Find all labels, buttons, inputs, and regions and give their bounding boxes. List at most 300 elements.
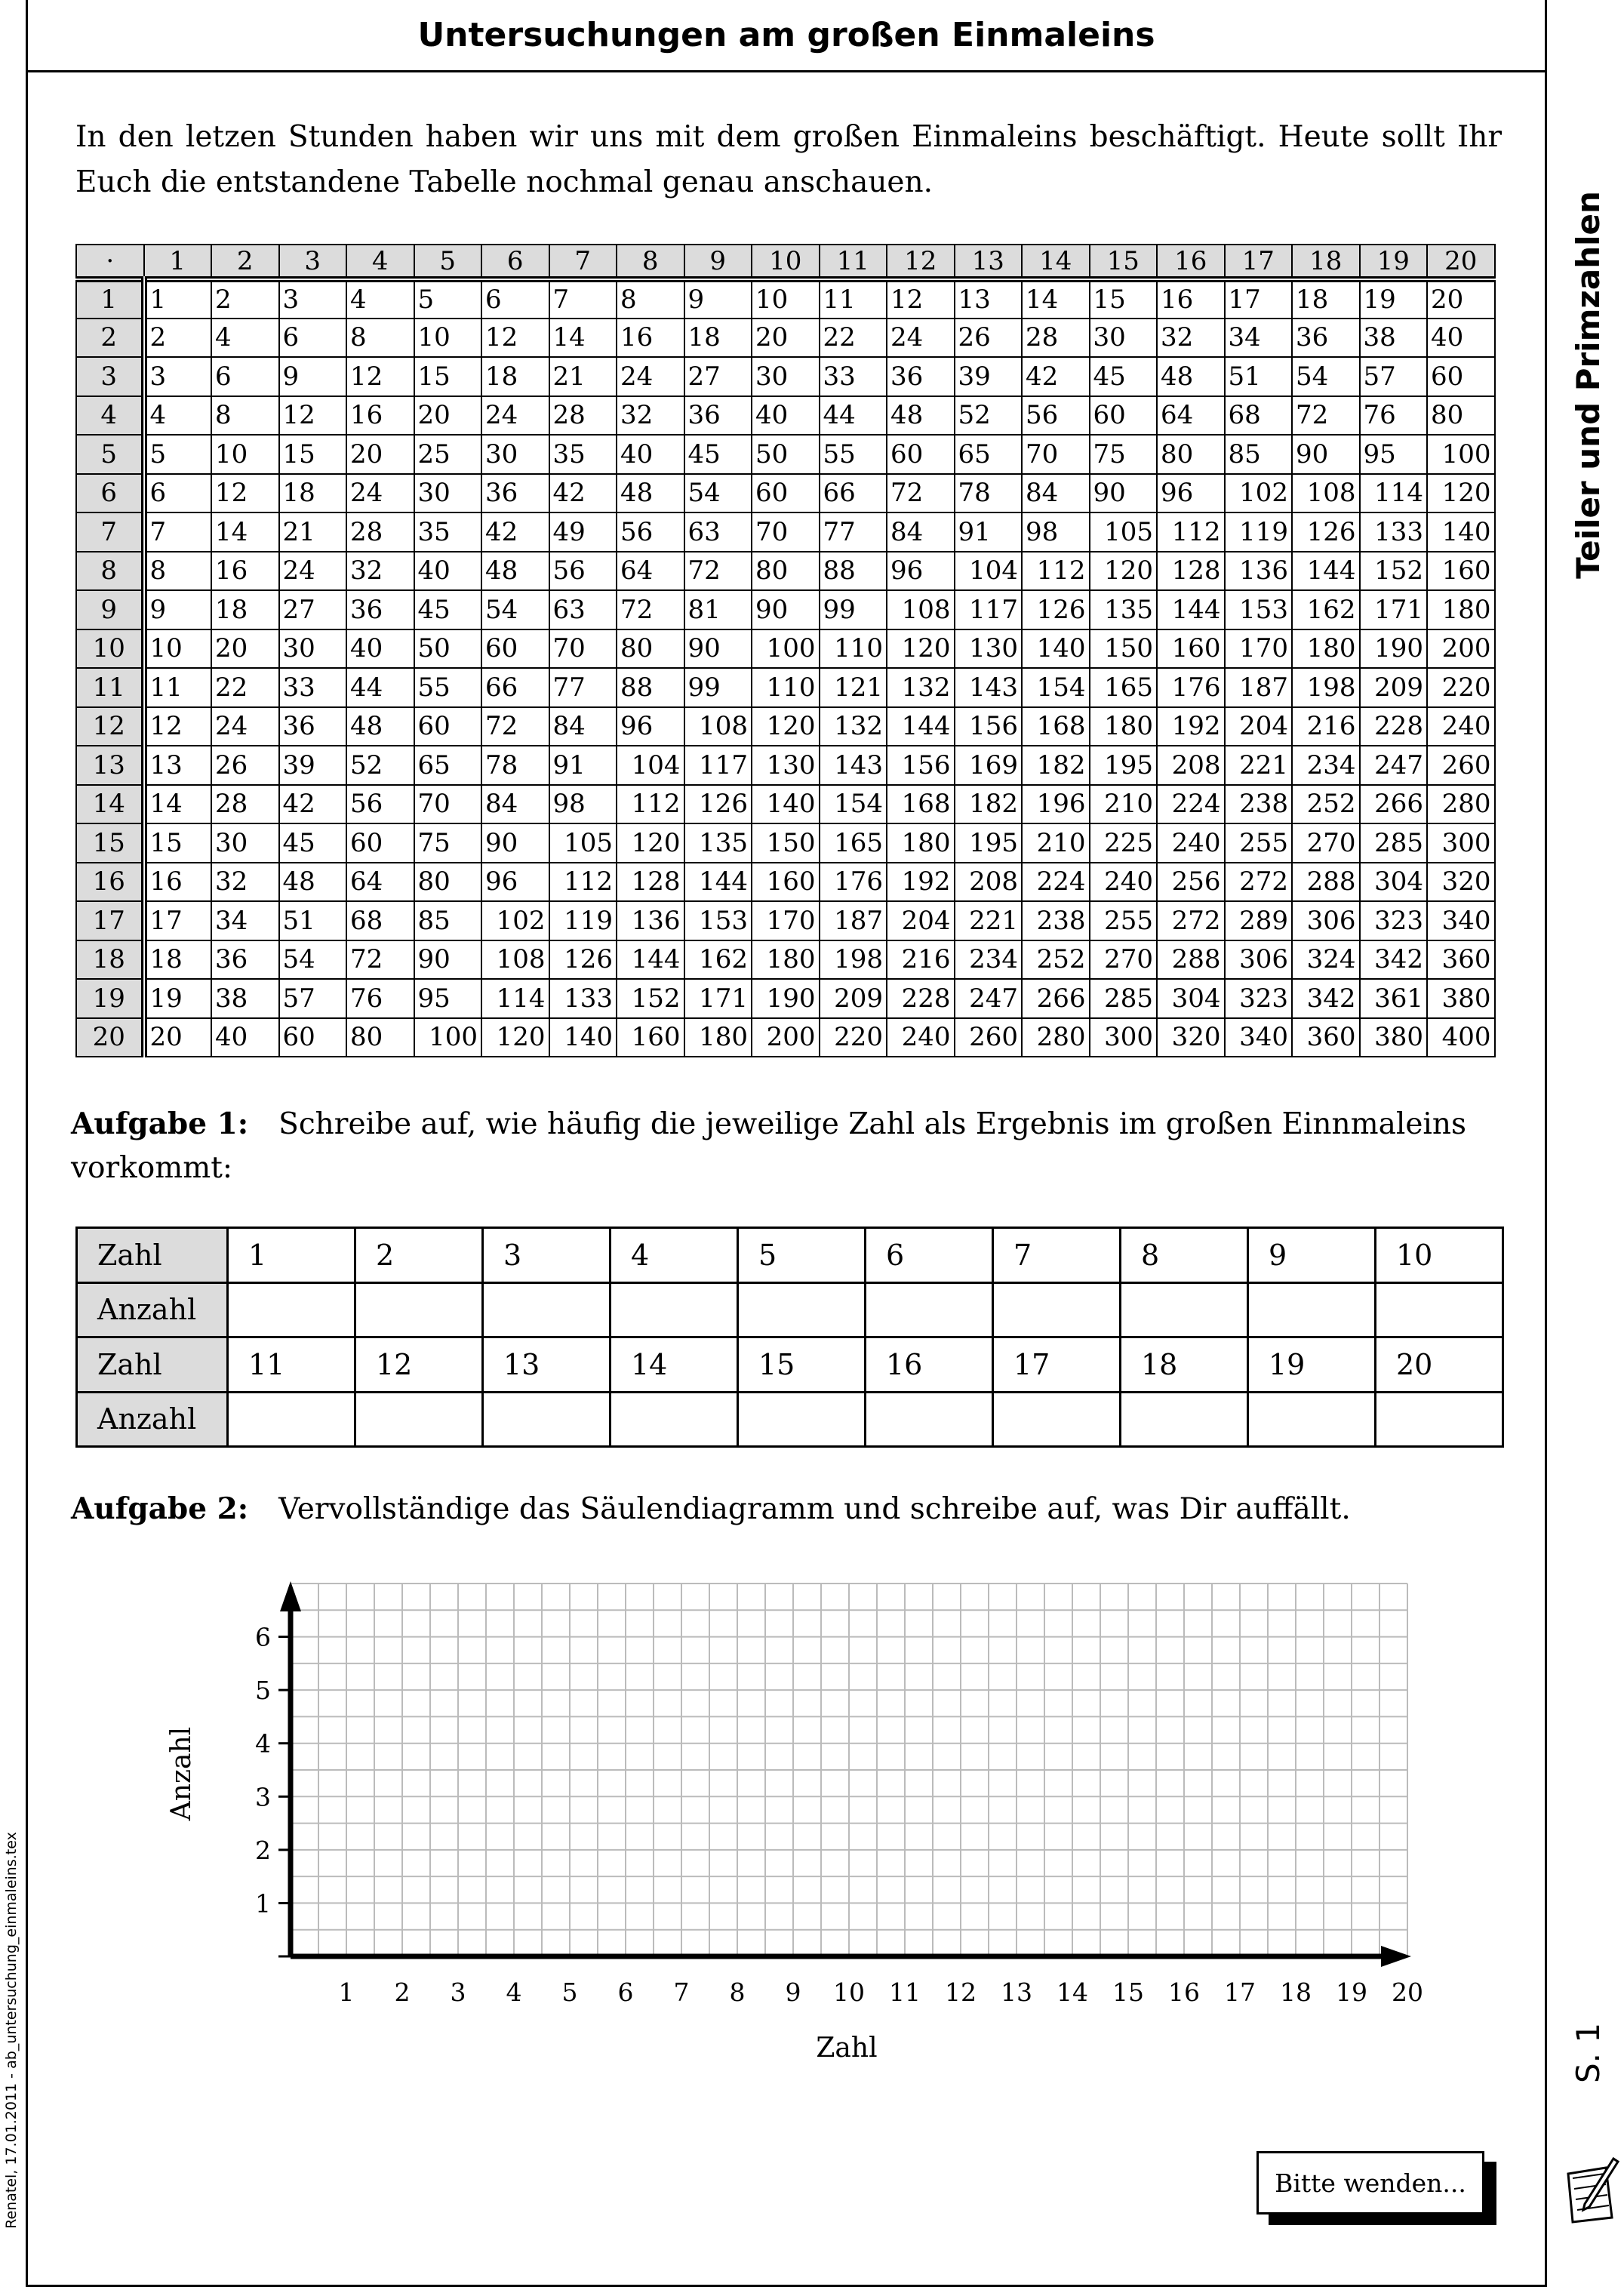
table-cell: 20 <box>211 629 279 669</box>
table-cell: 255 <box>1225 823 1293 863</box>
table-cell: 198 <box>820 940 887 980</box>
table-cell: 9 <box>279 357 347 396</box>
column-header: 19 <box>1360 245 1428 279</box>
table-cell: 76 <box>1360 396 1428 436</box>
table-cell: 14 <box>549 319 617 358</box>
table-cell: 63 <box>684 512 752 552</box>
column-header: 10 <box>752 245 820 279</box>
table-cell: 108 <box>684 707 752 746</box>
table-cell: 18 <box>144 940 212 980</box>
table-cell: 12 <box>211 474 279 513</box>
table-cell: 112 <box>1022 552 1090 591</box>
table-cell: 300 <box>1090 1018 1158 1057</box>
column-header: 13 <box>955 245 1023 279</box>
table-cell: 6 <box>144 474 212 513</box>
table-cell: 42 <box>1022 357 1090 396</box>
table-cell: 90 <box>684 629 752 669</box>
table-cell: 208 <box>955 863 1023 902</box>
table-cell: 60 <box>346 823 414 863</box>
table-cell: 20 <box>752 319 820 358</box>
table-cell: 280 <box>1022 1018 1090 1057</box>
table-cell: 11 <box>144 668 212 707</box>
row-header: 3 <box>76 357 144 396</box>
table-cell: 20 <box>1427 279 1495 319</box>
column-header: 7 <box>549 245 617 279</box>
table-cell: 102 <box>481 901 549 940</box>
table-cell: 10 <box>752 279 820 319</box>
table-cell: 216 <box>887 940 955 980</box>
table-cell: 36 <box>211 940 279 980</box>
table-cell: 14 <box>1022 279 1090 319</box>
table-cell: 91 <box>549 746 617 785</box>
task-2-text: Vervollständige das Säulendiagramm und schreibe auf, was Dir auffällt. <box>278 1492 1351 1526</box>
table-cell: 66 <box>481 668 549 707</box>
table-cell: 180 <box>1090 707 1158 746</box>
table-cell: 54 <box>684 474 752 513</box>
table-cell: 9 <box>144 590 212 629</box>
table-cell: 56 <box>617 512 684 552</box>
table-cell: 72 <box>481 707 549 746</box>
table-cell: 33 <box>820 357 887 396</box>
table-cell: 60 <box>887 435 955 474</box>
table-cell: 152 <box>617 979 684 1018</box>
row-header: 20 <box>76 1018 144 1057</box>
table-cell: 84 <box>549 707 617 746</box>
table-cell: 54 <box>481 590 549 629</box>
table-cell: 57 <box>279 979 347 1018</box>
table-cell: 35 <box>414 512 482 552</box>
table-cell: 24 <box>481 396 549 436</box>
table-cell: 154 <box>820 785 887 824</box>
task-1-text: Schreibe auf, wie häufig die jeweilige Zahl als Ergebnis im großen Einnmaleins vorkommt: <box>71 1107 1467 1185</box>
table-cell: 45 <box>414 590 482 629</box>
x-tick-label: 13 <box>1001 1978 1032 2007</box>
table-cell: 12 <box>481 319 549 358</box>
table-cell: 136 <box>617 901 684 940</box>
y-tick-label: 5 <box>255 1676 271 1706</box>
table-cell: 8 <box>617 279 684 319</box>
table-cell: 120 <box>887 629 955 669</box>
table-cell: 140 <box>1022 629 1090 669</box>
table-cell: 252 <box>1022 940 1090 980</box>
table-cell: 16 <box>211 552 279 591</box>
column-header: 11 <box>820 245 887 279</box>
table-cell: 108 <box>887 590 955 629</box>
table-cell: 24 <box>211 707 279 746</box>
row-header: 6 <box>76 474 144 513</box>
table-cell: 180 <box>684 1018 752 1057</box>
x-tick-label: 7 <box>673 1978 690 2007</box>
table-cell: 176 <box>820 863 887 902</box>
table-cell: 160 <box>1157 629 1225 669</box>
table-cell: 150 <box>752 823 820 863</box>
column-header: 17 <box>1225 245 1293 279</box>
table-cell: 135 <box>684 823 752 863</box>
table-cell: 130 <box>752 746 820 785</box>
table-cell: 40 <box>414 552 482 591</box>
table-cell: 400 <box>1427 1018 1495 1057</box>
table-cell: 36 <box>346 590 414 629</box>
table-cell: 133 <box>549 979 617 1018</box>
table-cell: 32 <box>1157 319 1225 358</box>
table-cell: 80 <box>414 863 482 902</box>
table-cell: 22 <box>211 668 279 707</box>
table-cell: 170 <box>752 901 820 940</box>
table-cell: 224 <box>1157 785 1225 824</box>
table-cell: 12 <box>887 279 955 319</box>
x-tick-label: 6 <box>617 1978 634 2007</box>
table-cell: 55 <box>414 668 482 707</box>
column-header: 6 <box>481 245 549 279</box>
table-cell: 64 <box>1157 396 1225 436</box>
zahl-cell: 17 <box>993 1337 1121 1393</box>
column-header: 16 <box>1157 245 1225 279</box>
table-cell: 64 <box>346 863 414 902</box>
table-cell: 24 <box>346 474 414 513</box>
y-tick-label: 4 <box>255 1728 271 1759</box>
table-cell: 114 <box>481 979 549 1018</box>
table-cell: 272 <box>1225 863 1293 902</box>
table-cell: 60 <box>279 1018 347 1057</box>
table-cell: 108 <box>481 940 549 980</box>
zahl-cell: 16 <box>866 1337 993 1393</box>
table-cell: 18 <box>481 357 549 396</box>
table-cell: 182 <box>1022 746 1090 785</box>
table-cell: 75 <box>1090 435 1158 474</box>
table-cell: 112 <box>1157 512 1225 552</box>
task-2-label: Aufgabe 2: <box>71 1491 249 1526</box>
table-cell: 117 <box>955 590 1023 629</box>
table-cell: 42 <box>279 785 347 824</box>
table-cell: 285 <box>1360 823 1428 863</box>
table-cell: 6 <box>211 357 279 396</box>
table-cell: 187 <box>1225 668 1293 707</box>
table-cell: 289 <box>1225 901 1293 940</box>
y-tick-label: 3 <box>255 1782 271 1812</box>
table-cell: 28 <box>549 396 617 436</box>
y-axis-label: Anzahl <box>166 1726 197 1821</box>
table-cell: 65 <box>955 435 1023 474</box>
table-cell: 240 <box>1157 823 1225 863</box>
zahl-cell: 6 <box>866 1228 993 1283</box>
table-cell: 42 <box>549 474 617 513</box>
table-cell: 168 <box>1022 707 1090 746</box>
table-cell: 220 <box>1427 668 1495 707</box>
row-header: 18 <box>76 940 144 980</box>
table-cell: 221 <box>1225 746 1293 785</box>
table-cell: 270 <box>1292 823 1360 863</box>
table-cell: 90 <box>481 823 549 863</box>
zahl-cell: 19 <box>1248 1337 1376 1393</box>
table-cell: 272 <box>1157 901 1225 940</box>
x-tick-label: 14 <box>1057 1978 1088 2007</box>
table-cell: 95 <box>1360 435 1428 474</box>
table-cell: 35 <box>549 435 617 474</box>
zahl-cell: 9 <box>1248 1228 1376 1283</box>
table-cell: 104 <box>617 746 684 785</box>
anzahl-label: Anzahl <box>77 1282 228 1337</box>
table-cell: 204 <box>887 901 955 940</box>
table-cell: 48 <box>887 396 955 436</box>
table-cell: 84 <box>887 512 955 552</box>
table-cell: 22 <box>820 319 887 358</box>
table-cell: 121 <box>820 668 887 707</box>
x-axis-label: Zahl <box>816 2033 878 2064</box>
table-cell: 8 <box>211 396 279 436</box>
table-cell: 36 <box>1292 319 1360 358</box>
table-cell: 20 <box>144 1018 212 1057</box>
row-header: 7 <box>76 512 144 552</box>
table-cell: 180 <box>1292 629 1360 669</box>
table-cell: 144 <box>887 707 955 746</box>
table-cell: 169 <box>955 746 1023 785</box>
table-cell: 63 <box>549 590 617 629</box>
table-cell: 44 <box>820 396 887 436</box>
table-cell: 224 <box>1022 863 1090 902</box>
table-cell: 85 <box>1225 435 1293 474</box>
table-cell: 60 <box>481 629 549 669</box>
table-cell: 66 <box>820 474 887 513</box>
table-cell: 192 <box>887 863 955 902</box>
table-cell: 21 <box>549 357 617 396</box>
table-cell: 165 <box>820 823 887 863</box>
table-cell: 9 <box>684 279 752 319</box>
table-cell: 342 <box>1360 940 1428 980</box>
table-cell: 238 <box>1225 785 1293 824</box>
table-cell: 105 <box>549 823 617 863</box>
x-tick-label: 19 <box>1336 1978 1367 2007</box>
table-cell: 27 <box>684 357 752 396</box>
table-cell: 200 <box>1427 629 1495 669</box>
table-cell: 4 <box>144 396 212 436</box>
table-cell: 88 <box>617 668 684 707</box>
table-cell: 18 <box>1292 279 1360 319</box>
zahl-cell: 18 <box>1121 1337 1248 1393</box>
table-cell: 342 <box>1292 979 1360 1018</box>
table-cell: 18 <box>211 590 279 629</box>
table-cell: 247 <box>955 979 1023 1018</box>
table-cell: 176 <box>1157 668 1225 707</box>
table-cell: 80 <box>1157 435 1225 474</box>
table-cell: 238 <box>1022 901 1090 940</box>
table-cell: 40 <box>211 1018 279 1057</box>
table-cell: 39 <box>279 746 347 785</box>
column-header: 8 <box>617 245 684 279</box>
turn-page-note: Bitte wenden... <box>1256 2151 1484 2215</box>
sidebar-title: Teiler und Primzahlen <box>1570 191 1607 579</box>
x-tick-label: 15 <box>1112 1978 1144 2007</box>
column-header: 18 <box>1292 245 1360 279</box>
table-cell: 76 <box>346 979 414 1018</box>
table-cell: 260 <box>955 1018 1023 1057</box>
row-header: 12 <box>76 707 144 746</box>
table-cell: 140 <box>549 1018 617 1057</box>
table-cell: 84 <box>481 785 549 824</box>
zahl-cell: 10 <box>1376 1228 1503 1283</box>
table-cell: 6 <box>481 279 549 319</box>
table-cell: 28 <box>211 785 279 824</box>
table-cell: 90 <box>414 940 482 980</box>
table-cell: 204 <box>1225 707 1293 746</box>
table-cell: 228 <box>887 979 955 1018</box>
zahl-label: Zahl <box>77 1228 228 1283</box>
column-header: 9 <box>684 245 752 279</box>
table-cell: 30 <box>752 357 820 396</box>
table-cell: 100 <box>414 1018 482 1057</box>
table-cell: 18 <box>279 474 347 513</box>
table-cell: 112 <box>617 785 684 824</box>
table-cell: 48 <box>279 863 347 902</box>
table-cell: 128 <box>1157 552 1225 591</box>
table-cell: 306 <box>1225 940 1293 980</box>
table-cell: 340 <box>1225 1018 1293 1057</box>
zahl-cell: 1 <box>228 1228 355 1283</box>
column-header: 15 <box>1090 245 1158 279</box>
table-cell: 8 <box>346 319 414 358</box>
table-cell: 34 <box>1225 319 1293 358</box>
column-header: 1 <box>144 245 212 279</box>
table-cell: 3 <box>279 279 347 319</box>
table-cell: 96 <box>617 707 684 746</box>
table-cell: 8 <box>144 552 212 591</box>
table-cell: 266 <box>1360 785 1428 824</box>
column-header: 3 <box>279 245 347 279</box>
table-cell: 128 <box>617 863 684 902</box>
table-cell: 19 <box>1360 279 1428 319</box>
table-cell: 50 <box>752 435 820 474</box>
x-tick-label: 3 <box>450 1978 466 2007</box>
table-cell: 10 <box>144 629 212 669</box>
table-cell: 17 <box>1225 279 1293 319</box>
table-cell: 57 <box>1360 357 1428 396</box>
table-cell: 154 <box>1022 668 1090 707</box>
table-cell: 225 <box>1090 823 1158 863</box>
table-cell: 110 <box>752 668 820 707</box>
table-cell: 60 <box>414 707 482 746</box>
table-cell: 119 <box>549 901 617 940</box>
zahl-cell: 2 <box>355 1228 483 1283</box>
table-cell: 36 <box>887 357 955 396</box>
table-cell: 48 <box>617 474 684 513</box>
table-cell: 81 <box>684 590 752 629</box>
row-header: 17 <box>76 901 144 940</box>
table-cell: 17 <box>144 901 212 940</box>
table-cell: 30 <box>414 474 482 513</box>
table-cell: 156 <box>887 746 955 785</box>
row-header: 2 <box>76 319 144 358</box>
x-tick-label: 17 <box>1224 1978 1256 2007</box>
table-cell: 100 <box>752 629 820 669</box>
table-cell: 32 <box>346 552 414 591</box>
table-cell: 7 <box>549 279 617 319</box>
table-cell: 380 <box>1360 1018 1428 1057</box>
table-cell: 56 <box>346 785 414 824</box>
table-cell: 52 <box>346 746 414 785</box>
table-cell: 108 <box>1292 474 1360 513</box>
table-cell: 16 <box>346 396 414 436</box>
row-header: 10 <box>76 629 144 669</box>
table-cell: 304 <box>1360 863 1428 902</box>
table-cell: 64 <box>617 552 684 591</box>
table-cell: 320 <box>1157 1018 1225 1057</box>
table-cell: 2 <box>211 279 279 319</box>
table-cell: 135 <box>1090 590 1158 629</box>
y-axis-arrow <box>280 1581 301 1611</box>
table-cell: 70 <box>752 512 820 552</box>
table-cell: 77 <box>549 668 617 707</box>
table-cell: 45 <box>279 823 347 863</box>
table-cell: 96 <box>481 863 549 902</box>
table-cell: 140 <box>1427 512 1495 552</box>
table-cell: 198 <box>1292 668 1360 707</box>
table-cell: 143 <box>820 746 887 785</box>
table-cell: 324 <box>1292 940 1360 980</box>
row-header: 11 <box>76 668 144 707</box>
y-tick-label: 1 <box>255 1888 271 1919</box>
table-cell: 56 <box>1022 396 1090 436</box>
table-cell: 96 <box>1157 474 1225 513</box>
zahl-cell: 13 <box>483 1337 611 1393</box>
zahl-cell: 11 <box>228 1337 355 1393</box>
table-cell: 40 <box>346 629 414 669</box>
table-cell: 144 <box>1157 590 1225 629</box>
table-cell: 3 <box>144 357 212 396</box>
x-tick-label: 8 <box>729 1978 746 2007</box>
table-cell: 240 <box>887 1018 955 1057</box>
table-cell: 190 <box>1360 629 1428 669</box>
table-cell: 323 <box>1360 901 1428 940</box>
table-cell: 143 <box>955 668 1023 707</box>
table-cell: 16 <box>144 863 212 902</box>
table-cell: 114 <box>1360 474 1428 513</box>
row-header: 14 <box>76 785 144 824</box>
table-cell: 208 <box>1157 746 1225 785</box>
table-cell: 40 <box>1427 319 1495 358</box>
table-cell: 5 <box>414 279 482 319</box>
table-cell: 56 <box>549 552 617 591</box>
column-header: 4 <box>346 245 414 279</box>
table-cell: 98 <box>1022 512 1090 552</box>
table-cell: 4 <box>211 319 279 358</box>
table-cell: 361 <box>1360 979 1428 1018</box>
table-cell: 288 <box>1292 863 1360 902</box>
table-cell: 221 <box>955 901 1023 940</box>
table-cell: 51 <box>1225 357 1293 396</box>
table-cell: 24 <box>279 552 347 591</box>
zahl-cell: 3 <box>483 1228 611 1283</box>
table-cell: 44 <box>346 668 414 707</box>
table-cell: 38 <box>1360 319 1428 358</box>
page-title: Untersuchungen am großen Einmaleins <box>417 16 1155 54</box>
table-cell: 240 <box>1090 863 1158 902</box>
table-cell: 90 <box>1090 474 1158 513</box>
table-cell: 190 <box>752 979 820 1018</box>
table-cell: 68 <box>346 901 414 940</box>
row-header: 9 <box>76 590 144 629</box>
table-cell: 240 <box>1427 707 1495 746</box>
table-cell: 85 <box>414 901 482 940</box>
x-tick-label: 20 <box>1392 1978 1423 2007</box>
table-cell: 78 <box>481 746 549 785</box>
table-cell: 36 <box>684 396 752 436</box>
table-cell: 72 <box>887 474 955 513</box>
table-cell: 126 <box>684 785 752 824</box>
table-cell: 153 <box>1225 590 1293 629</box>
table-cell: 144 <box>684 863 752 902</box>
table-cell: 40 <box>752 396 820 436</box>
row-header: 1 <box>76 279 144 319</box>
table-cell: 153 <box>684 901 752 940</box>
